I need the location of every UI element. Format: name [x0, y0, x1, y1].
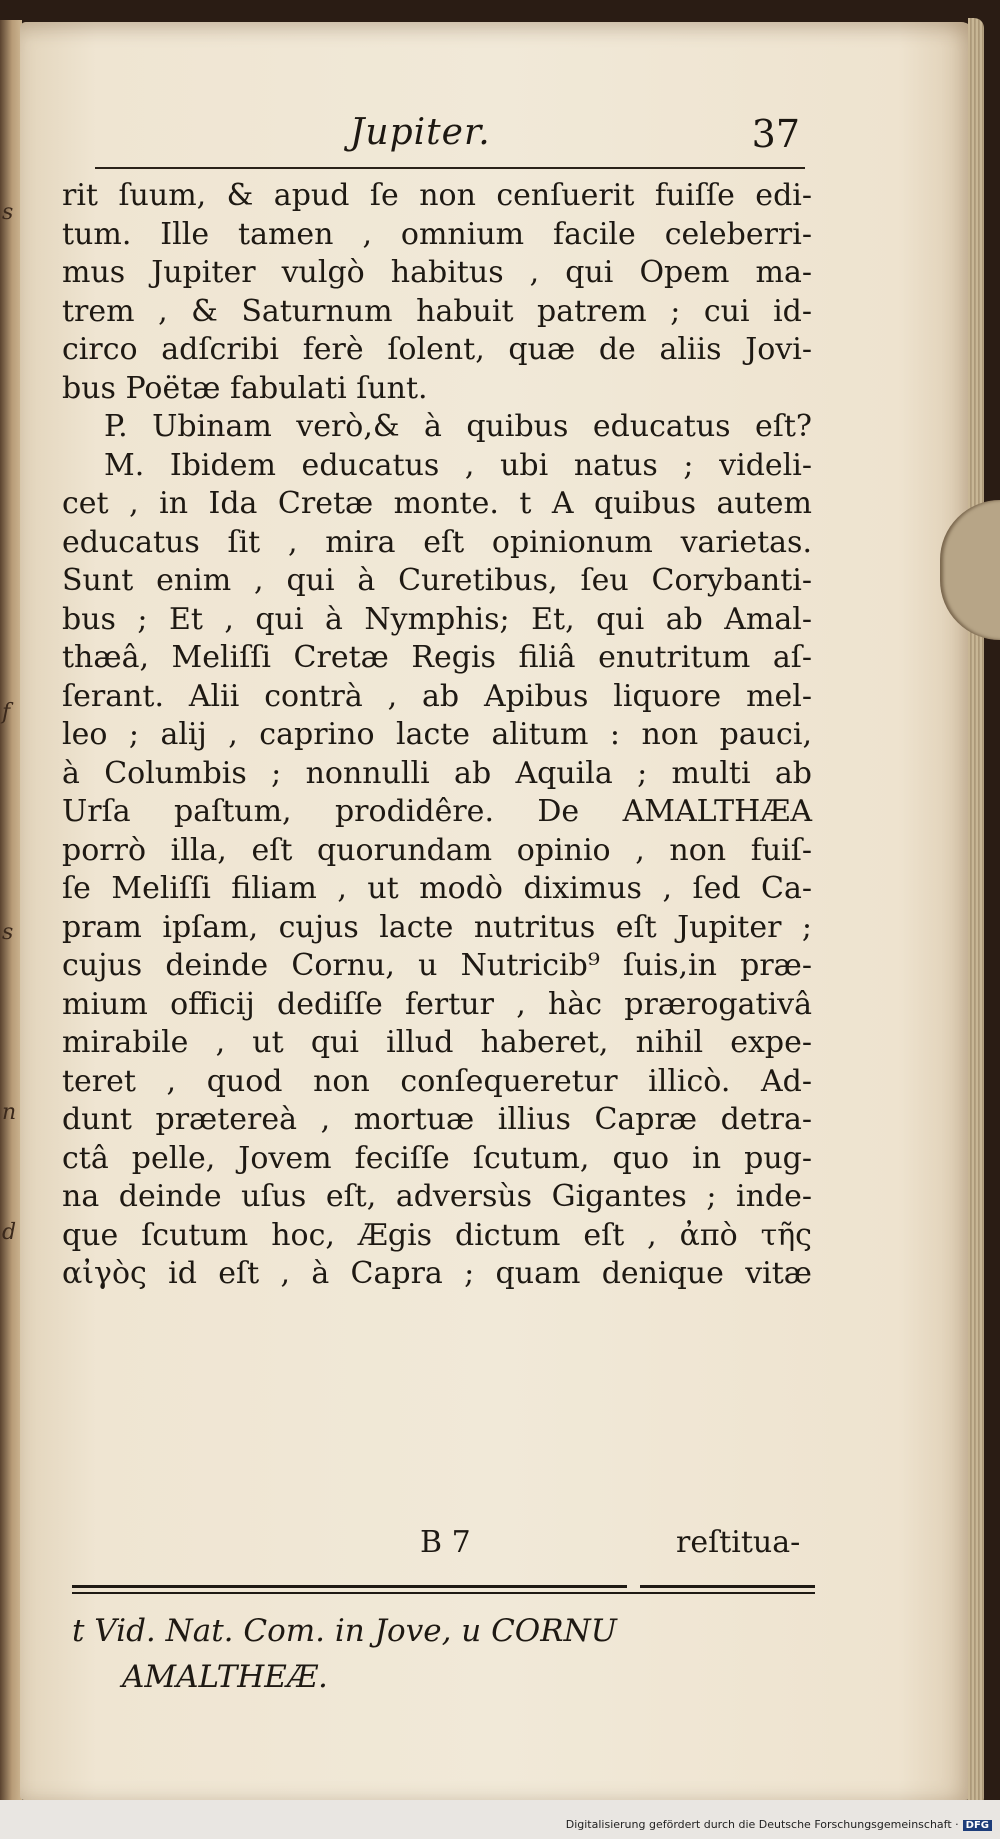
footnote-line: t Vid. Nat. Com. in Jove, u CORNU — [72, 1613, 617, 1649]
text-line: à Columbis ; nonnulli ab Aquila ; multi ab — [62, 755, 812, 791]
text-line: circo adſcribi ferè ſolent, quæ de aliis Jovi- — [62, 332, 812, 367]
text-line: porrò illa, eſt quorundam opinio , non fuiſ- — [62, 832, 812, 868]
page-header — [60, 112, 800, 162]
signature-mark: B 7 — [420, 1525, 471, 1560]
text-line: leo ; alij , caprino lacte alitum : non pauci, — [62, 717, 812, 752]
dfg-logo: DFG — [963, 1820, 992, 1831]
text-line: ſerant. Alii contrà , ab Apibus liquore mel- — [62, 678, 812, 714]
text-line: αἰγὸς id eſt , à Capra ; quam denique vitæ — [62, 1256, 812, 1291]
text-line: rit ſuum, & apud ſe non cenſuerit fuiſſe edi- — [62, 178, 812, 213]
text-line: ſe Meliſſi filiam , ut modò diximus , ſed Ca- — [62, 871, 812, 906]
footnote-rule — [72, 1585, 627, 1588]
previous-page-edge: s f s n d — [0, 20, 22, 1810]
text-line: mium officij dediſſe fertur , hàc prærogativâ — [62, 986, 812, 1022]
main-text — [62, 177, 812, 1294]
footnote-rule — [640, 1585, 815, 1588]
text-line: Urſa paſtum, prodidêre. De AMALTHÆA — [62, 794, 812, 829]
credit-text: Digitalisierung gefördert durch die Deutsche Forschungsgemeinschaft · — [565, 1818, 959, 1831]
text-line: cujus deinde Cornu, u Nutricib⁹ ſuis,in præ- — [62, 948, 812, 983]
running-title: Jupiter. — [350, 112, 491, 153]
footnote-rule — [72, 1592, 815, 1594]
text-line: thæâ, Meliſſi Cretæ Regis filiâ enutritum aſ- — [62, 640, 812, 675]
text-line: educatus ſit , mira eſt opinionum varietas. — [62, 524, 812, 560]
text-line: P. Ubinam verò,& à quibus educatus eſt? — [104, 409, 812, 444]
text-line: trem , & Saturnum habuit patrem ; cui id- — [62, 293, 812, 329]
text-line: M. Ibidem educatus , ubi natus ; videli- — [104, 447, 812, 483]
text-line: teret , quod non conſequeretur illicò. Ad- — [62, 1063, 812, 1099]
text-line: mirabile , ut qui illud haberet, nihil expe- — [62, 1025, 812, 1060]
text-line: cet , in Ida Cretæ monte. t A quibus autem — [62, 486, 812, 521]
catchword: reſtitua- — [676, 1525, 801, 1560]
footnote-line: AMALTHEÆ. — [122, 1659, 328, 1695]
page-edges — [968, 18, 984, 1808]
text-line: mus Jupiter vulgò habitus , qui Opem ma- — [62, 255, 812, 290]
text-line: que ſcutum hoc, Ægis dictum eſt , ἀπὸ τῆς — [62, 1217, 812, 1253]
digitization-credit — [566, 1818, 992, 1831]
text-line: na deinde uſus eſt, adversùs Gigantes ; inde- — [62, 1179, 812, 1214]
text-line: bus ; Et , qui à Nymphis; Et, qui ab Amal- — [62, 601, 812, 637]
text-line: Sunt enim , qui à Curetibus, ſeu Corybanti- — [62, 563, 812, 598]
text-line: bus Poëtæ fabulati ſunt. — [62, 370, 428, 406]
header-rule — [95, 167, 805, 169]
text-line: pram ipſam, cujus lacte nutritus eſt Jupiter ; — [62, 909, 812, 945]
page-number: 37 — [751, 112, 800, 156]
footnotes — [72, 1608, 832, 1700]
text-line: dunt prætereà , mortuæ illius Capræ detra- — [62, 1102, 812, 1137]
text-line: tum. Ille tamen , omnium facile celeberri- — [62, 216, 812, 252]
text-line: ctâ pelle, Jovem feciſſe ſcutum, quo in pug- — [62, 1140, 812, 1176]
